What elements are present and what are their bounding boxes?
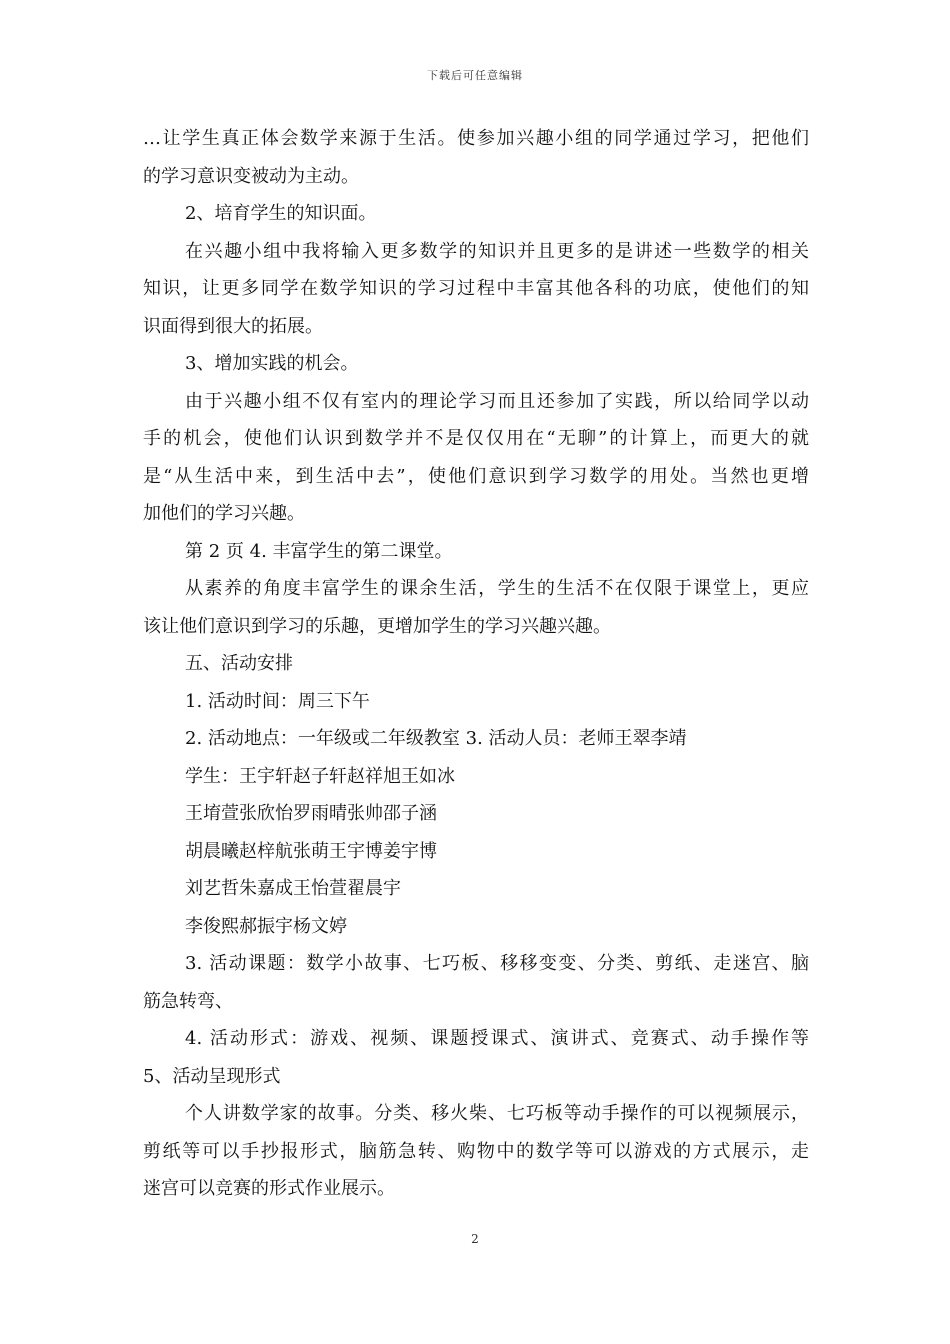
section-heading: 五、活动安排 [185, 653, 293, 674]
paragraph-line: 识面得到很大的拓展。 [143, 315, 323, 337]
list-item: 2. 活动地点：一年级或二年级教室 3. 活动人员：老师王翠李靖 [185, 728, 687, 749]
paragraph-line: 由于兴趣小组不仅有室内的理论学习而且还参加了实践，所以给同学以动 [185, 390, 809, 412]
paragraph-line: …让学生真正体会数学来源于生活。使参加兴趣小组的同学通过学习，把他们 [143, 128, 809, 149]
paragraph-line: 该让他们意识到学习的乐趣，更增加学生的学习兴趣兴趣。 [143, 615, 611, 637]
student-list-line: 刘艺哲朱嘉成王怡萱翟晨宇 [185, 878, 401, 899]
list-item: 3. 活动课题：数学小故事、七巧板、移移变变、分类、剪纸、走迷宫、脑 [185, 953, 809, 974]
page-number: 2 [471, 1232, 479, 1246]
student-list-line: 学生：王宇轩赵子轩赵祥旭王如冰 [185, 765, 455, 787]
section-heading: 2、培育学生的知识面。 [185, 203, 377, 224]
section-heading: 第 2 页 4. 丰富学生的第二课堂。 [185, 540, 453, 562]
paragraph-line: 从素养的角度丰富学生的课余生活，学生的生活不在仅限于课堂上，更应 [185, 578, 809, 599]
paragraph-line: 的学习意识变被动为主动。 [143, 165, 359, 187]
page-header: 下载后可任意编辑 [427, 69, 523, 82]
section-heading: 3、增加实践的机会。 [185, 353, 359, 374]
list-item: 4. 活动形式：游戏、视频、课题授课式、演讲式、竞赛式、动手操作等 [185, 1028, 809, 1049]
paragraph-line: 知识，让更多同学在数学知识的学习过程中丰富其他各科的功底，使他们的知 [143, 278, 809, 299]
paragraph-line: 迷宫可以竞赛的形式作业展示。 [143, 1178, 395, 1199]
student-list-line: 李俊熙郝振宇杨文婷 [185, 915, 347, 937]
student-list-line: 胡晨曦赵梓航张萌王宇博姜宇博 [185, 840, 437, 862]
paragraph-line: 剪纸等可以手抄报形式，脑筋急转、购物中的数学等可以游戏的方式展示，走 [143, 1140, 809, 1162]
section-heading: 5、活动呈现形式 [143, 1065, 281, 1087]
paragraph-line: 个人讲数学家的故事。分类、移火柴、七巧板等动手操作的可以视频展示， [185, 1103, 809, 1124]
student-list-line: 王堉萱张欣怡罗雨晴张帅邵子涵 [185, 803, 437, 824]
document-body [143, 120, 809, 1208]
paragraph-line: 手的机会，使他们认识到数学并不是仅仅用在“无聊”的计算上，而更大的就 [143, 428, 809, 449]
paragraph-line: 加他们的学习兴趣。 [143, 503, 305, 524]
paragraph-line: 是“从生活中来，到生活中去”，使他们意识到学习数学的用处。当然也更增 [143, 465, 809, 487]
list-item: 1. 活动时间：周三下午 [185, 690, 370, 712]
paragraph-line: 在兴趣小组中我将输入更多数学的知识并且更多的是讲述一些数学的相关 [185, 240, 809, 262]
list-item: 筋急转弯、 [143, 990, 233, 1012]
